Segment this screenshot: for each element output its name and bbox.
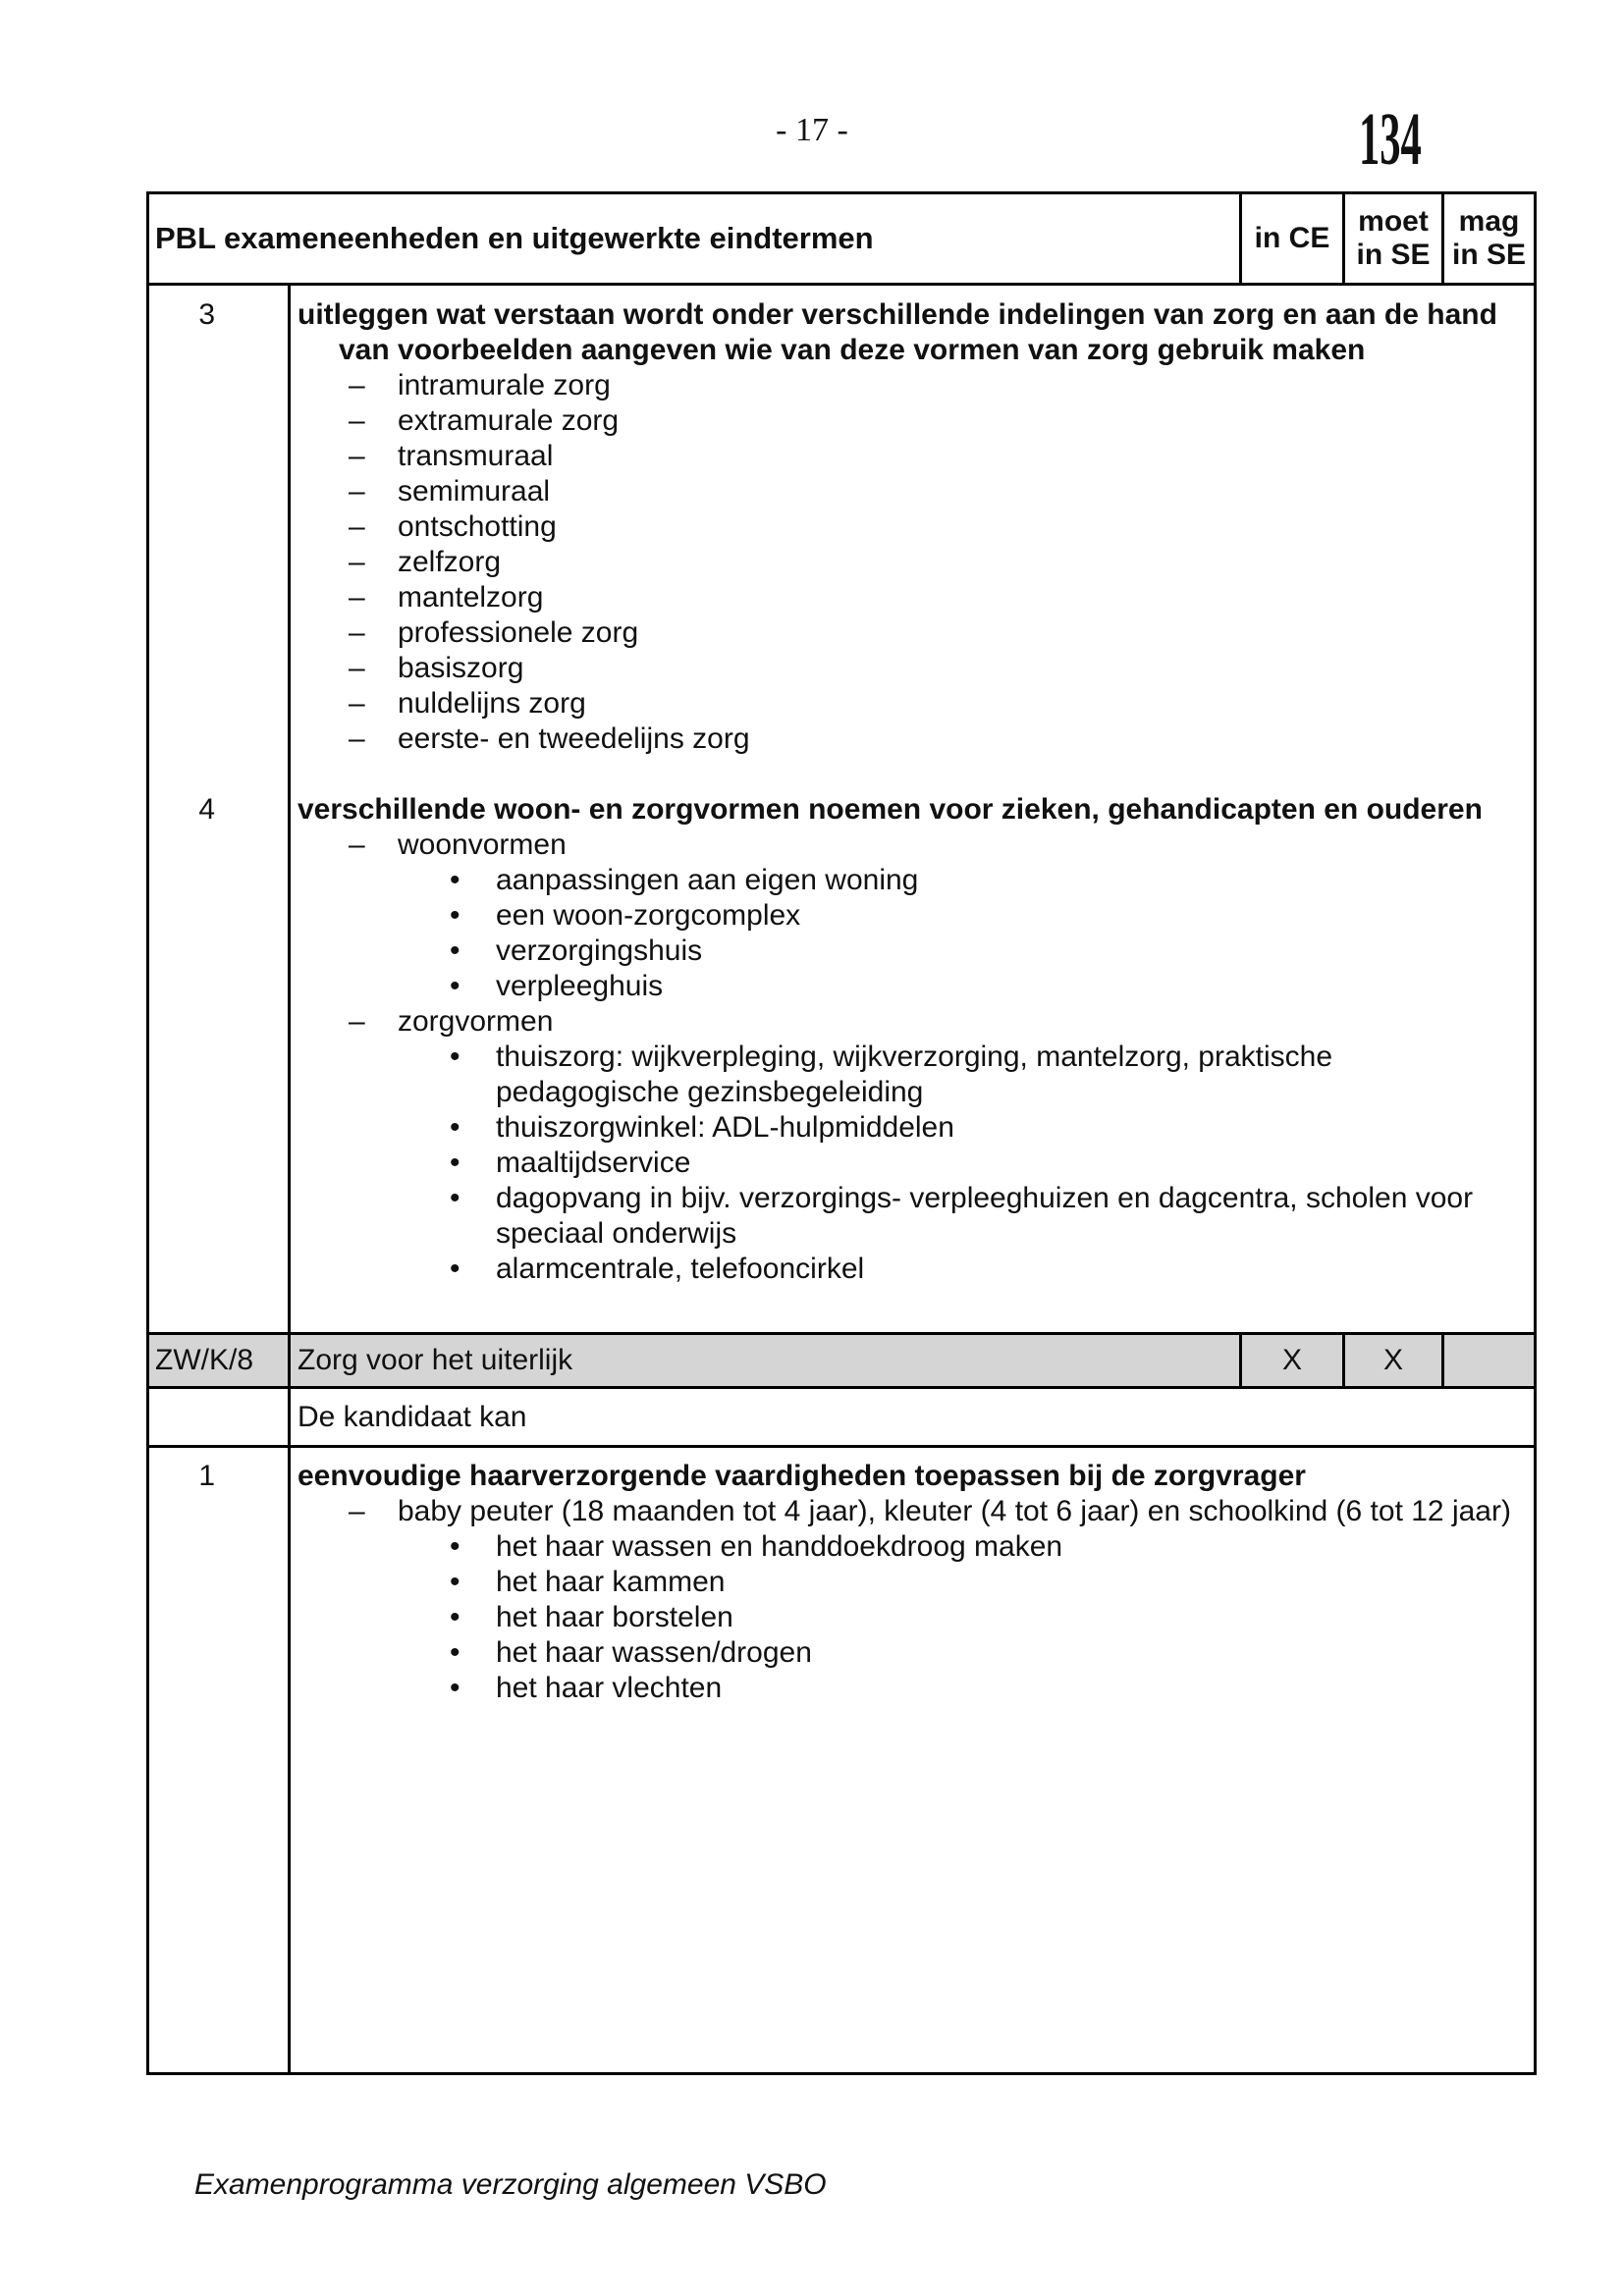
section-in-ce-mark: X: [1239, 1335, 1342, 1386]
list-item-text: semimuraal: [398, 475, 551, 507]
list-item: [298, 1600, 1488, 1635]
section-mag-in-se-mark: [1441, 1335, 1534, 1386]
section-code: ZW/K/8: [149, 1335, 291, 1386]
dash-marker-icon: –: [349, 828, 365, 861]
list-item-text: het haar vlechten: [496, 1672, 723, 1704]
list-item-text: ontschotting: [398, 510, 557, 543]
eindterm-content: [291, 286, 1534, 1332]
list-item-text: baby peuter (18 maanden tot 4 jaar), kleuter (4 tot 6 jaar) en schoolkind (6 tot 12 jaar): [398, 1495, 1511, 1527]
list-item: [298, 1252, 1488, 1287]
exam-table: [146, 191, 1537, 2075]
item-block: [298, 297, 1526, 757]
bullet-marker-icon: •: [450, 1530, 460, 1563]
bullet-marker-icon: •: [450, 1041, 460, 1073]
list-item-text: het haar kammen: [496, 1566, 726, 1598]
list-item-text: dagopvang in bijv. verzorgings- verpleeghuizen en dagcentra, scholen voor speciaal onderwijs: [496, 1182, 1474, 1250]
list-item: [298, 721, 1526, 757]
list-item-text: aanpassingen aan eigen woning: [496, 864, 919, 896]
dash-marker-icon: –: [349, 616, 365, 649]
list-item-text: eerste- en tweedelijns zorg: [398, 722, 750, 755]
list-item-text: intramurale zorg: [398, 369, 611, 401]
list-item: [298, 1565, 1488, 1600]
bullet-marker-icon: •: [450, 864, 460, 896]
list-item: [298, 368, 1526, 403]
list-item-text: het haar borstelen: [496, 1601, 733, 1633]
item-number: 3: [198, 298, 215, 331]
list-item: [298, 1040, 1488, 1110]
list-item: [298, 686, 1526, 721]
dash-marker-icon: –: [349, 722, 365, 755]
stamp-number: 134: [1359, 98, 1422, 181]
dash-marker-icon: –: [349, 404, 365, 437]
list-item-text: zorgvormen: [398, 1005, 554, 1038]
dash-marker-icon: –: [349, 1005, 365, 1038]
dash-marker-icon: –: [349, 687, 365, 720]
list-item: [298, 1004, 1526, 1040]
list-item-text: basiszorg: [398, 652, 524, 684]
header-col-moet-in-se: moet in SE: [1342, 194, 1441, 283]
body-row-items-3-4: [149, 286, 1534, 1335]
list-item: [298, 651, 1526, 686]
dash-marker-icon: –: [349, 440, 365, 472]
list-item: [298, 403, 1526, 439]
candidate-line: De kandidaat kan: [298, 1400, 527, 1433]
list-item-text: het haar wassen/drogen: [496, 1636, 812, 1669]
list-item-text: thuiszorgwinkel: ADL-hulpmiddelen: [496, 1111, 954, 1144]
id-column: [149, 286, 291, 1332]
list-item: [298, 863, 1488, 898]
dash-marker-icon: –: [349, 1495, 365, 1527]
section-title: Zorg voor het uiterlijk: [298, 1344, 573, 1376]
header-col-in-ce: in CE: [1239, 194, 1342, 283]
list-item: [298, 1110, 1488, 1146]
list-item-text: woonvormen: [398, 828, 567, 861]
bullet-marker-icon: •: [450, 1147, 460, 1179]
eindterm-title: verschillende woon- en zorgvormen noemen voor zieken, gehandicapten en ouderen: [298, 793, 1483, 826]
bullet-marker-icon: •: [450, 1182, 460, 1214]
id-column: [149, 1389, 291, 1445]
list-item-text: thuiszorg: wijkverpleging, wijkverzorging, mantelzorg, praktische pedagogische gezinsbegeleiding: [496, 1041, 1333, 1108]
list-item: [298, 1671, 1488, 1706]
list-item-text: zelfzorg: [398, 546, 502, 578]
id-column: [149, 1448, 291, 2072]
footer-caption: Examenprogramma verzorging algemeen VSBO: [194, 2168, 827, 2201]
bullet-marker-icon: •: [450, 1566, 460, 1598]
list-item-text: mantelzorg: [398, 581, 544, 614]
dash-marker-icon: –: [349, 546, 365, 578]
dash-marker-icon: –: [349, 475, 365, 507]
list-item: [298, 545, 1526, 580]
list-item-text: alarmcentrale, telefooncirkel: [496, 1253, 865, 1285]
list-item: [298, 969, 1488, 1004]
body-row-item-1: [149, 1448, 1534, 2072]
list-item: [298, 934, 1488, 969]
bullet-marker-icon: •: [450, 1672, 460, 1704]
dash-marker-icon: –: [349, 510, 365, 543]
list-item: [298, 1146, 1488, 1181]
list-item-text: verzorgingshuis: [496, 934, 703, 967]
bullet-marker-icon: •: [450, 899, 460, 932]
eindterm-title: uitleggen wat verstaan wordt onder verschillende indelingen van zorg en aan de hand van voorbeelden aangeven wie van deze vormen van zorg gebruik maken: [298, 298, 1497, 366]
dash-marker-icon: –: [349, 581, 365, 614]
list-item: [298, 1494, 1526, 1529]
list-item-text: extramurale zorg: [398, 404, 620, 437]
list-item: [298, 615, 1526, 651]
list-item-text: verpleeghuis: [496, 970, 664, 1002]
list-item-text: maaltijdservice: [496, 1147, 691, 1179]
list-item: [298, 580, 1526, 615]
candidate-row: [149, 1389, 1534, 1448]
bullet-marker-icon: •: [450, 1253, 460, 1285]
list-item-text: een woon-zorgcomplex: [496, 899, 801, 932]
list-item: [298, 1635, 1488, 1671]
list-item: [298, 1529, 1488, 1565]
bullet-marker-icon: •: [450, 1111, 460, 1144]
bullet-marker-icon: •: [450, 1636, 460, 1669]
header-title: PBL exameneenheden en uitgewerkte eindtermen: [155, 221, 874, 255]
list-item: [298, 474, 1526, 509]
list-item-text: het haar wassen en handdoekdroog maken: [496, 1530, 1063, 1563]
dash-marker-icon: –: [349, 369, 365, 401]
list-item: [298, 828, 1526, 863]
table-header-row: [149, 194, 1534, 286]
list-item-text: transmuraal: [398, 440, 554, 472]
list-item-text: professionele zorg: [398, 616, 639, 649]
bullet-marker-icon: •: [450, 934, 460, 967]
item-block: [298, 792, 1526, 1287]
item-number: 4: [198, 793, 215, 826]
list-item-text: nuldelijns zorg: [398, 687, 586, 720]
list-item: [298, 898, 1488, 934]
bullet-marker-icon: •: [450, 1601, 460, 1633]
item-block: [298, 1459, 1526, 1706]
list-item: [298, 1181, 1488, 1252]
list-item: [298, 509, 1526, 545]
item-number: 1: [198, 1460, 215, 1492]
eindterm-content: [291, 1448, 1534, 2072]
bullet-marker-icon: •: [450, 970, 460, 1002]
dash-marker-icon: –: [349, 652, 365, 684]
list-item: [298, 439, 1526, 474]
header-col-mag-in-se: mag in SE: [1441, 194, 1534, 283]
section-row-zwk8: [149, 1335, 1534, 1389]
page-number: - 17 -: [776, 112, 848, 148]
section-moet-in-se-mark: X: [1342, 1335, 1441, 1386]
eindterm-title: eenvoudige haarverzorgende vaardigheden toepassen bij de zorgvrager: [298, 1460, 1306, 1492]
